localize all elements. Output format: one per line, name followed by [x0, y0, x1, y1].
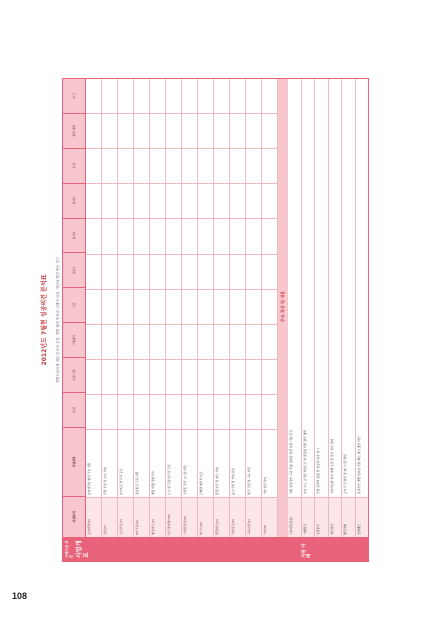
- table-row: [118, 79, 134, 537]
- row-name: 수자원관리(8): [182, 497, 197, 537]
- note-row: [356, 79, 369, 537]
- note-value: 현지 수요 조사를 바탕으로 한 맞춤형 지원 방식 채택: [302, 430, 307, 494]
- note-value: 효과적인 개발 협력을 위한 제도 개선 방안 마련: [356, 436, 361, 494]
- row-desc: 학교 건립 및 교육 지원: [246, 429, 261, 497]
- page-number: 108: [12, 591, 28, 601]
- note-value: 지원 대상국의 교육 역량 강화를 위한 협력 사업 추진: [289, 430, 293, 494]
- row-name: 인프라개발(30): [166, 497, 181, 537]
- table-row: [102, 79, 118, 537]
- row-name: 행정제도(5): [150, 497, 165, 537]
- table-body: [86, 79, 278, 537]
- header-cell: 시행방식: [63, 322, 85, 357]
- note-row: [342, 79, 356, 537]
- header-cell: 평가1: [63, 252, 85, 287]
- row-desc: 산림 조성 및 보호 사업: [102, 429, 117, 497]
- left-section-label: 사업개요: [76, 540, 91, 558]
- table-row: [182, 79, 198, 537]
- table-row: [134, 79, 150, 537]
- header-cell: 대상: [63, 392, 85, 427]
- note-row: [288, 79, 302, 537]
- table-row: [246, 79, 262, 537]
- note-value: 사업 성과의 정량 및 정성적 평가 실시: [316, 448, 320, 494]
- row-desc: 기타 협력 사업: [262, 429, 277, 497]
- row-desc: 정보통신 교육 지원: [134, 429, 149, 497]
- row-name: 교육지원(5): [246, 497, 261, 537]
- row-name: 농업개발(2): [86, 497, 101, 537]
- row-name: ICT교육(4): [134, 497, 149, 537]
- table-header: [63, 79, 86, 537]
- main-table: [62, 78, 369, 538]
- header-cell: 지원기관: [63, 357, 85, 392]
- rotated-table-page: [36, 78, 369, 562]
- header-cell: 평가3: [63, 183, 85, 218]
- table-row: [150, 79, 166, 537]
- note-key: 교육지원(목표): [288, 497, 301, 537]
- header-cell: 기간: [63, 287, 85, 322]
- notes-section: [288, 79, 368, 537]
- row-name: 에너지(6): [198, 497, 213, 537]
- row-desc: 행정 역량 강화 연수: [150, 429, 165, 497]
- row-name: 산림(5): [102, 497, 117, 537]
- row-desc: 수자원 관리 시스템 지원: [182, 429, 197, 497]
- table-row: [86, 79, 102, 537]
- note-key: 시행방식: [302, 497, 315, 537]
- header-cell: 비고: [72, 93, 76, 99]
- page-title: 2012년도 7월현 성공의견 분석표: [41, 274, 48, 366]
- row-desc: 보건의료 인프라 구축: [118, 429, 133, 497]
- header-cell: 성과: [63, 148, 85, 183]
- note-key: 개선방안: [329, 497, 342, 537]
- row-desc: 신재생 에너지 보급: [198, 429, 213, 497]
- left-top-label: 시행시상 부문: [65, 540, 74, 558]
- table-row: [198, 79, 214, 537]
- row-desc: 도로 및 교통 인프라 건설: [166, 429, 181, 497]
- note-value: 공여국 간 협력 및 파트너십 확대: [343, 454, 347, 494]
- note-key: 향후과제: [342, 497, 355, 537]
- note-row: [315, 79, 329, 537]
- note-row: [302, 79, 316, 537]
- table-row: [230, 79, 246, 537]
- header-cell: 사업내용: [63, 427, 85, 496]
- section-band-heading: 주요 특징 및 내용: [278, 79, 288, 537]
- note-key: 정책제언: [356, 497, 369, 537]
- row-name: 환경개선(4): [214, 497, 229, 537]
- left-lower-label: 지원 사례: [302, 543, 313, 558]
- header-cell: 사업분야: [63, 496, 85, 537]
- left-section-column: [62, 538, 369, 562]
- row-desc: 중소기업 및 산업 육성: [230, 429, 245, 497]
- row-name: 보건의료(5): [118, 497, 133, 537]
- note-key: 성과분석: [315, 497, 328, 537]
- note-row: [329, 79, 343, 537]
- table-frame: [62, 78, 369, 562]
- row-name: 기타(6): [262, 497, 277, 537]
- note-value: 지속가능한 협력 체계 구축 및 후속 관리 강화: [329, 439, 334, 494]
- table-row: [166, 79, 182, 537]
- row-desc: 환경 보전 및 개선 사업: [214, 429, 229, 497]
- row-desc: 농업생산성 향상 기술 지원: [86, 429, 101, 497]
- page-subtitle: 개발도상국에 대한 한국의 공적, 개발 협력 방식과 시행의 성과, 개선과 발전 방안 연구: [56, 256, 60, 384]
- row-name: 산업육성(6): [230, 497, 245, 537]
- table-row: [214, 79, 230, 537]
- header-cell: 평가2: [63, 218, 85, 253]
- table-row: [262, 79, 278, 537]
- header-cell: 향후계획: [63, 113, 85, 148]
